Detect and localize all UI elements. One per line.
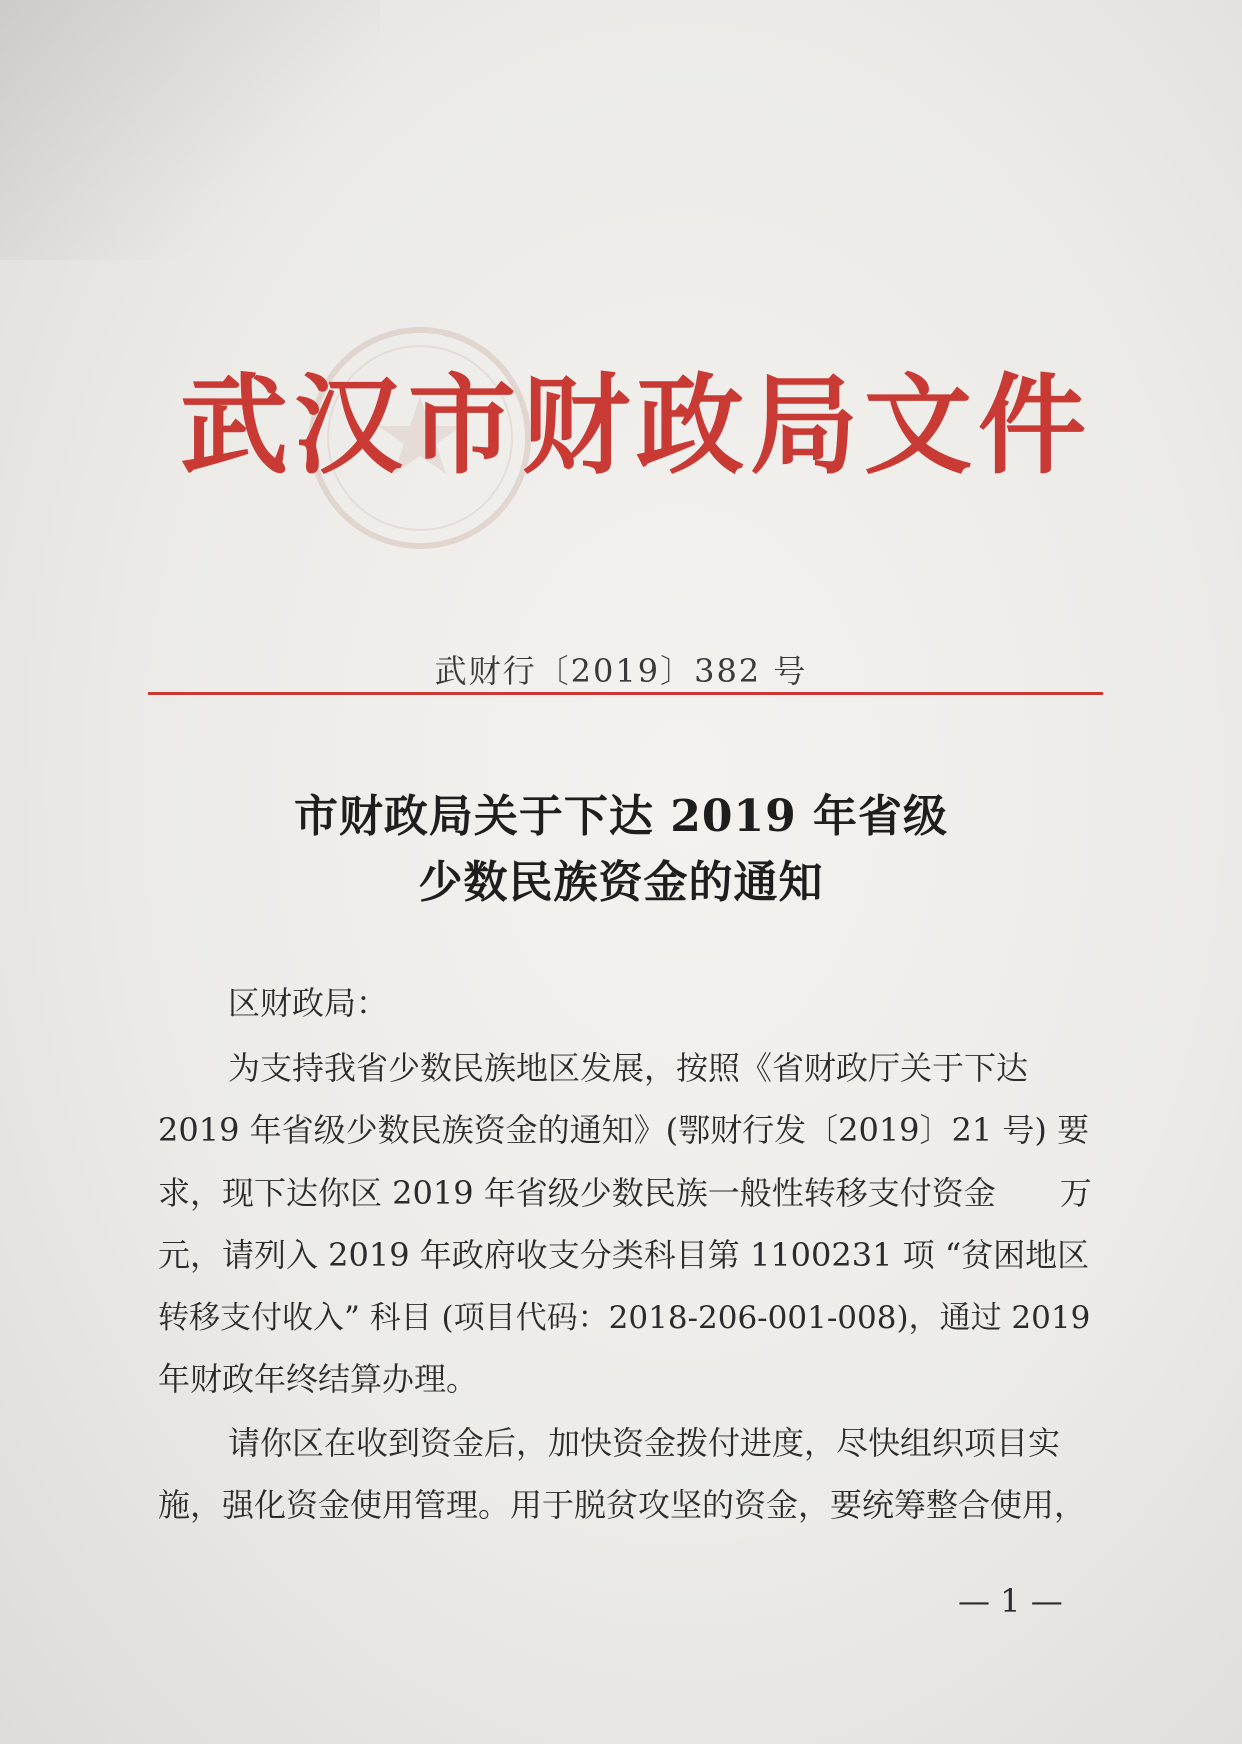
body-line-4: 元，请列入 2019 年政府收支分类科目第 1100231 项 “贫困地区 — [158, 1236, 1090, 1274]
red-divider-rule — [148, 692, 1103, 695]
body-line-8: 施，强化资金使用管理。用于脱贫攻坚的资金，要统筹整合使用， — [158, 1486, 1087, 1524]
body-line-5: 转移支付收入” 科目 (项目代码：2018-206-001-008)，通过 2019 — [158, 1300, 1091, 1336]
corner-shadow — [0, 0, 380, 260]
page-number: — 1 — — [958, 1582, 1063, 1620]
document-number: 武财行〔2019〕382 号 — [434, 652, 808, 690]
body-line-2: 2019 年省级少数民族资金的通知》(鄂财行发〔2019〕21 号) 要 — [158, 1111, 1090, 1149]
document-title-line-1: 市财政局关于下达 2019 年省级 — [293, 791, 949, 842]
body-line-1: 为支持我省少数民族地区发展，按照《省财政厅关于下达 — [228, 1049, 1029, 1087]
salutation: 区财政局： — [228, 984, 389, 1022]
issuer-header-title: 武汉市财政局文件 — [180, 363, 1093, 489]
body-line-7: 请你区在收到资金后，加快资金拨付进度，尽快组织项目实 — [228, 1424, 1061, 1462]
body-line-6: 年财政年终结算办理。 — [158, 1360, 479, 1398]
body-line-3: 求，现下达你区 2019 年省级少数民族一般性转移支付资金 万 — [158, 1174, 1092, 1212]
document-title-line-2: 少数民族资金的通知 — [418, 857, 824, 908]
